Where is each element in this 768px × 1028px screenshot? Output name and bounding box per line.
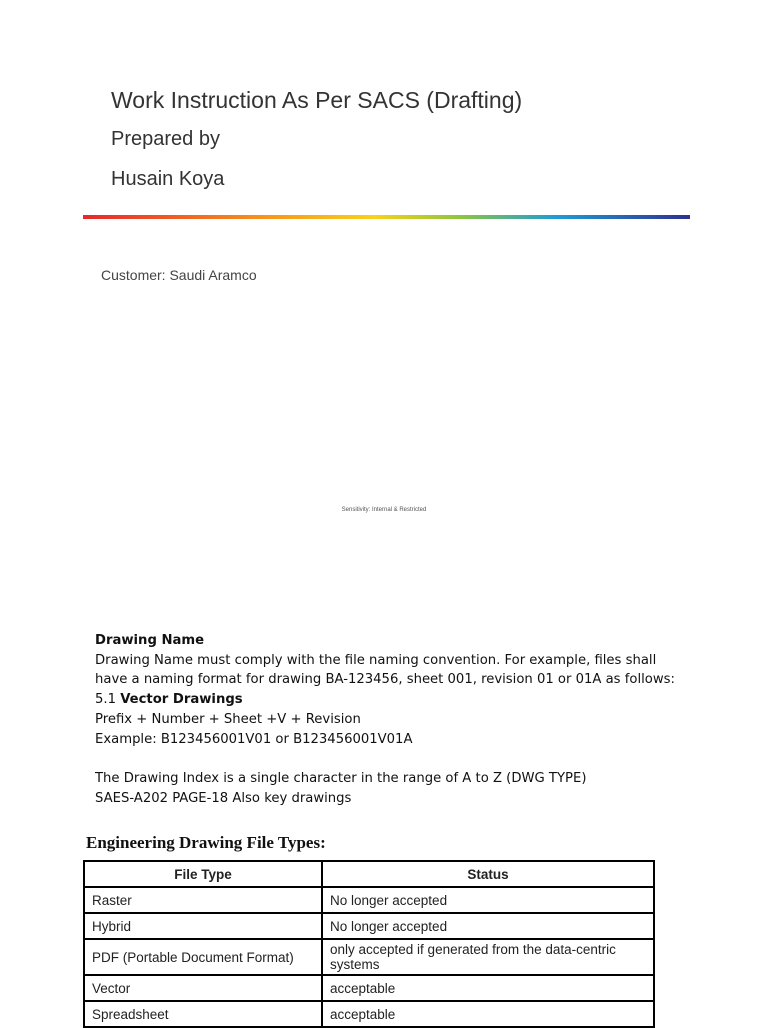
subsection-heading <box>95 690 675 710</box>
file-type-cell: Vector <box>84 975 322 1001</box>
subsection-number: 5.1 <box>95 692 116 708</box>
status-cell: acceptable <box>322 1001 654 1027</box>
file-type-cell: Hybrid <box>84 913 322 939</box>
section-heading: Drawing Name <box>95 633 205 648</box>
file-types-title: Engineering Drawing File Types: <box>86 833 326 852</box>
status-cell: No longer accepted <box>322 887 654 913</box>
file-types-table <box>83 860 655 1028</box>
header-file-type: File Type <box>84 861 322 887</box>
drawing-name-section <box>95 631 675 808</box>
section-paragraph: Drawing Name must comply with the file naming convention. For example, files shall have a naming format for drawing BA-123456, sheet 001, revision 01 or 01A as follows: <box>95 652 675 688</box>
rainbow-divider <box>83 215 690 219</box>
file-type-cell: Raster <box>84 887 322 913</box>
table-header-row <box>84 861 654 887</box>
table-row <box>84 887 654 913</box>
spacer <box>95 749 675 769</box>
file-type-cell: PDF (Portable Document Format) <box>84 939 322 975</box>
table-row <box>84 1001 654 1027</box>
header-status: Status <box>322 861 654 887</box>
drawing-index-note: The Drawing Index is a single character in the range of A to Z (DWG TYPE) <box>95 770 587 786</box>
subsection-title: Vector Drawings <box>120 692 243 708</box>
table-row <box>84 913 654 939</box>
prepared-by-label: Prepared by <box>111 128 220 150</box>
sensitivity-footer: Sensitivity: Internal & Restricted <box>341 507 427 513</box>
table-row <box>84 939 654 975</box>
status-cell: only accepted if generated from the data-centric systems <box>322 939 654 975</box>
file-type-cell: Spreadsheet <box>84 1001 322 1027</box>
title-block <box>111 84 522 193</box>
customer-label: Customer: Saudi Aramco <box>101 267 257 283</box>
table-row <box>84 975 654 1001</box>
standard-reference: SAES-A202 PAGE-18 Also key drawings <box>95 790 352 806</box>
naming-example: Example: B123456001V01 or B123456001V01A <box>95 731 413 747</box>
status-cell: acceptable <box>322 975 654 1001</box>
author-name: Husain Koya <box>111 168 225 190</box>
document-title: Work Instruction As Per SACS (Drafting) <box>111 87 523 113</box>
naming-formula: Prefix + Number + Sheet +V + Revision <box>95 711 361 727</box>
status-cell: No longer accepted <box>322 913 654 939</box>
